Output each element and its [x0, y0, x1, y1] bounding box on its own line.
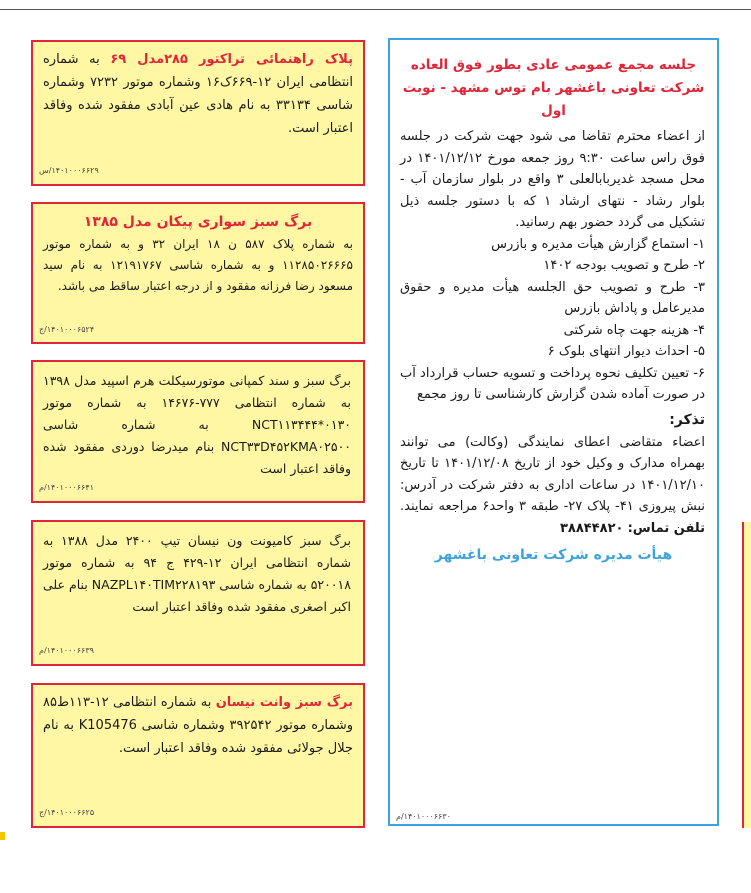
agenda-item: ۱- استماع گزارش هیأت مدیره و بازرس	[491, 236, 705, 252]
ad-title: برگ سبز وانت نیسان	[215, 695, 353, 710]
ad-body: به شماره انتظامی ۱۲-۱۱۳ط۸۵ وشماره موتور ۳۹۲۵۴۲ وشماره شاسی K105476 به نام جلال جولائی مفقود شده وفاقد اعتبار است.	[43, 695, 353, 756]
notice-subtitle: شرکت تعاونی باغشهر بام توس مشهد - نوبت اول	[402, 80, 705, 119]
phone-label: تلفن تماس:	[627, 520, 705, 536]
ad-title: برگ سبز سواری پیکان مدل ۱۳۸۵	[83, 214, 313, 230]
ad-text	[43, 48, 353, 140]
ad-motorcycle-green-card	[31, 360, 365, 503]
ad-code: ۱۴۰۱۰۰۰۶۶۲۹/س	[39, 166, 99, 175]
agenda-item: ۶- تعیین تکلیف نحوه پرداخت و تسویه حساب قرارداد آب در صورت آماده شدن گزارش کارشناسی تا روز مجمع	[400, 365, 705, 402]
ad-nissan-van-green-card	[31, 520, 365, 666]
agenda-item: ۳- طرح و تصویب حق الجلسه هیأت مدیره و حقوق مدیرعامل و پاداش بازرس	[400, 279, 705, 316]
note-title: تذکر:	[669, 411, 705, 428]
ad-nissan-pickup-green-card	[31, 683, 365, 828]
ad-body: به شماره پلاک ۵۸۷ ن ۱۸ ایران ۳۲ و به شماره موتور ۱۱۲۸۵۰۲۶۶۶۵ و به شماره شاسی ۱۲۱۹۱۷۶۷ به نام سید مسعود رضا فرزانه مفقود و از درجه اعتبار ساقط می باشد.	[43, 237, 353, 293]
adjacent-ad-edge	[742, 522, 751, 828]
ad-title: پلاک راهنمائی تراکتور ۲۸۵مدل ۶۹	[110, 52, 353, 67]
page-corner-mark	[0, 832, 5, 840]
agenda-item: ۲- طرح و تصویب بودجه ۱۴۰۲	[543, 258, 705, 273]
notice-signature: هیأت مدیره شرکت تعاونی باغشهر	[434, 547, 673, 563]
ad-code: ۱۴۰۱۰۰۰۶۶۴۱/م	[39, 483, 94, 492]
ad-code: ۱۴۰۱۰۰۰۶۶۳۹/م	[39, 646, 94, 655]
ad-tractor-plate	[31, 40, 365, 186]
ad-code: ۱۴۰۱۰۰۰۶۵۲۴/ج	[39, 325, 95, 334]
ad-body: برگ سبز و سند کمپانی موتورسیکلت هرم اسپید مدل ۱۳۹۸ به شماره انتظامی ۷۷۷-۱۴۶۷۶ به شماره موتور NCT۱۱۳۴۴۴*۰۱۳۰ به شماره شاسی NCT۳۳D۴۵۲KMA۰۲۵۰۰ بنام میدرضا دوردی مفقود شده وفاقد اعتبار است	[43, 373, 351, 476]
ad-peykan-green-card	[31, 202, 365, 344]
top-rule	[0, 9, 751, 10]
note-body: اعضاء متقاضی اعطای نمایندگی (وکالت) می توانند بهمراه مدارک و وکیل خود از تاریخ ۱۴۰۱/۱۲/۰۸ تا تاریخ ۱۴۰۱/۱۲/۱۰ در ساعات اداری به دفتر شرکت در آدرس: نبش پیروزی ۴۱- پلاک ۲۷- طبقه ۳ واحد۶ مراجعه نمایند.	[400, 434, 706, 514]
agenda-item: ۴- هزینه جهت چاه شرکتی	[563, 322, 705, 338]
phone-number: ۳۸۸۴۴۸۲۰	[559, 520, 624, 536]
ad-text	[43, 691, 353, 760]
ad-body: برگ سبز کامیونت ون نیسان تیپ ۲۴۰۰ مدل ۱۳۸۸ به شماره انتظامی ایران ۱۲-۴۲۹ ج ۹۴ به شماره موتور ۵۲۰۰۱۸ به شماره شاسی NAZPL۱۴۰TIM۲۲۸۱۹۳ بنام علی اکبر اصغری مفقود شده وفاقد اعتبار است	[43, 533, 352, 614]
ad-code: ۱۴۰۱۰۰۰۶۶۲۵/ج	[39, 808, 95, 817]
assembly-notice	[388, 38, 719, 826]
ad-body: به شماره انتظامی ایران ۱۲-۶۶۹ک۱۶ وشماره موتور ۷۲۳۲ وشماره شاسی ۳۳۱۳۴ به نام هادی عین آبادی مفقود شده وفاقد اعتبار است.	[43, 52, 353, 136]
notice-intro: از اعضاء محترم تقاضا می شود جهت شرکت در جلسه فوق راس ساعت ۹:۳۰ روز جمعه مورخ ۱۴۰۱/۱۲/۱۲ در محل مسجد غدیربابالعلی ۳ واقع در بلوار سازمان آب - بلوار رشاد - نتهای ارشاد ۱ که با دستور جلسه ذیل تشکیل می گردد حضور بهم رسانید.	[400, 129, 705, 230]
agenda-list	[390, 234, 717, 406]
notice-code: ۱۴۰۱۰۰۰۶۶۳۰/م	[396, 812, 451, 821]
note-text	[390, 432, 717, 540]
notice-title: جلسه مجمع عمومی عادی بطور فوق العاده	[410, 57, 697, 73]
agenda-item: ۵- احداث دیوار انتهای بلوک ۶	[547, 344, 705, 359]
